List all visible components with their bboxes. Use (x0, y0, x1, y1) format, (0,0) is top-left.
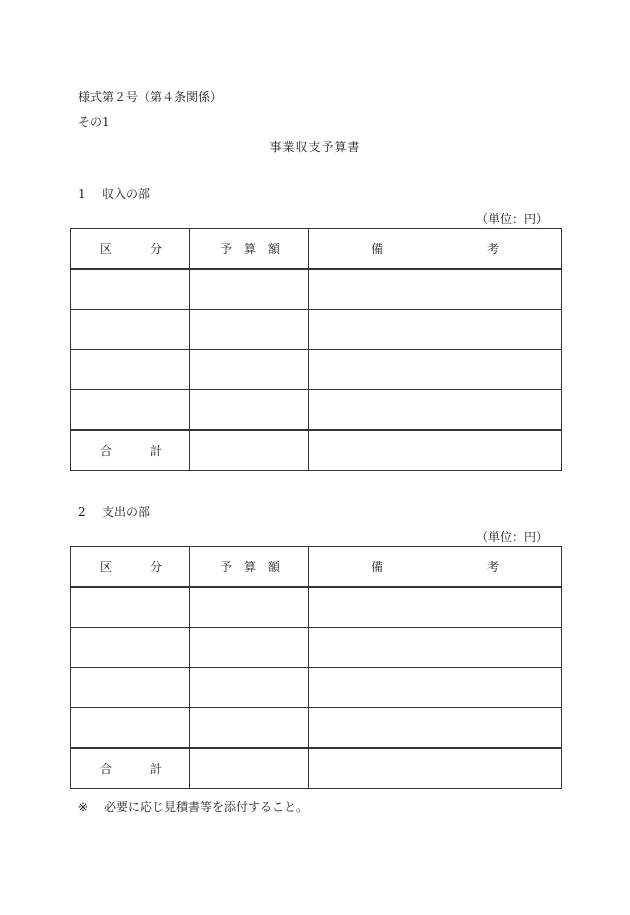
remarks-cell[interactable] (309, 628, 562, 668)
column-header-budget-amount: 予 算 額 (190, 547, 309, 588)
form-number: 様式第２号（第４条関係） (78, 90, 223, 104)
table-row (71, 390, 562, 431)
footnote (78, 798, 308, 815)
total-row (71, 748, 562, 789)
income-budget-table (70, 228, 562, 471)
remarks-cell[interactable] (309, 668, 562, 708)
budget-amount-cell[interactable] (190, 708, 309, 749)
table-row (71, 350, 562, 390)
column-header-category: 区 分 (71, 547, 190, 588)
budget-amount-cell[interactable] (190, 628, 309, 668)
total-remarks-cell[interactable] (309, 430, 562, 471)
form-sub-label: その1 (78, 115, 110, 129)
note-mark: ※ (78, 800, 89, 814)
budget-amount-cell[interactable] (190, 310, 309, 350)
table-header-row (71, 547, 562, 588)
table-header-row (71, 229, 562, 270)
column-header-remarks: 備 考 (309, 229, 562, 270)
section-heading-expense (78, 503, 150, 520)
budget-amount-cell[interactable] (190, 269, 309, 310)
remarks-cell[interactable] (309, 708, 562, 749)
category-cell[interactable] (71, 668, 190, 708)
remarks-cell[interactable] (309, 587, 562, 628)
budget-amount-cell[interactable] (190, 390, 309, 431)
column-header-budget-amount: 予 算 額 (190, 229, 309, 270)
table-row (71, 628, 562, 668)
table-row (71, 708, 562, 749)
category-cell[interactable] (71, 587, 190, 628)
table-row (71, 310, 562, 350)
total-row (71, 430, 562, 471)
category-cell[interactable] (71, 269, 190, 310)
table-row (71, 668, 562, 708)
document-title: 事業収支予算書 (269, 140, 361, 154)
total-label: 合 計 (71, 430, 190, 471)
table-row (71, 587, 562, 628)
expense-budget-table (70, 546, 562, 789)
remarks-cell[interactable] (309, 269, 562, 310)
unit-label: （単位：円） (475, 212, 548, 226)
category-cell[interactable] (71, 390, 190, 431)
budget-amount-cell[interactable] (190, 350, 309, 390)
category-cell[interactable] (71, 310, 190, 350)
section-title: 収入の部 (102, 187, 151, 201)
budget-amount-cell[interactable] (190, 587, 309, 628)
note-text: 必要に応じ見積書等を添付すること。 (104, 800, 309, 814)
unit-label: （単位：円） (475, 530, 548, 544)
total-budget-amount-cell[interactable] (190, 430, 309, 471)
total-budget-amount-cell[interactable] (190, 748, 309, 789)
budget-amount-cell[interactable] (190, 668, 309, 708)
remarks-cell[interactable] (309, 390, 562, 431)
column-header-remarks: 備 考 (309, 547, 562, 588)
total-remarks-cell[interactable] (309, 748, 562, 789)
total-label: 合 計 (71, 748, 190, 789)
section-number: 1 (78, 187, 86, 201)
category-cell[interactable] (71, 628, 190, 668)
category-cell[interactable] (71, 350, 190, 390)
table-row (71, 269, 562, 310)
column-header-category: 区 分 (71, 229, 190, 270)
remarks-cell[interactable] (309, 350, 562, 390)
section-title: 支出の部 (102, 505, 151, 519)
section-number: 2 (78, 505, 86, 519)
category-cell[interactable] (71, 708, 190, 749)
section-heading-income (78, 185, 150, 202)
remarks-cell[interactable] (309, 310, 562, 350)
